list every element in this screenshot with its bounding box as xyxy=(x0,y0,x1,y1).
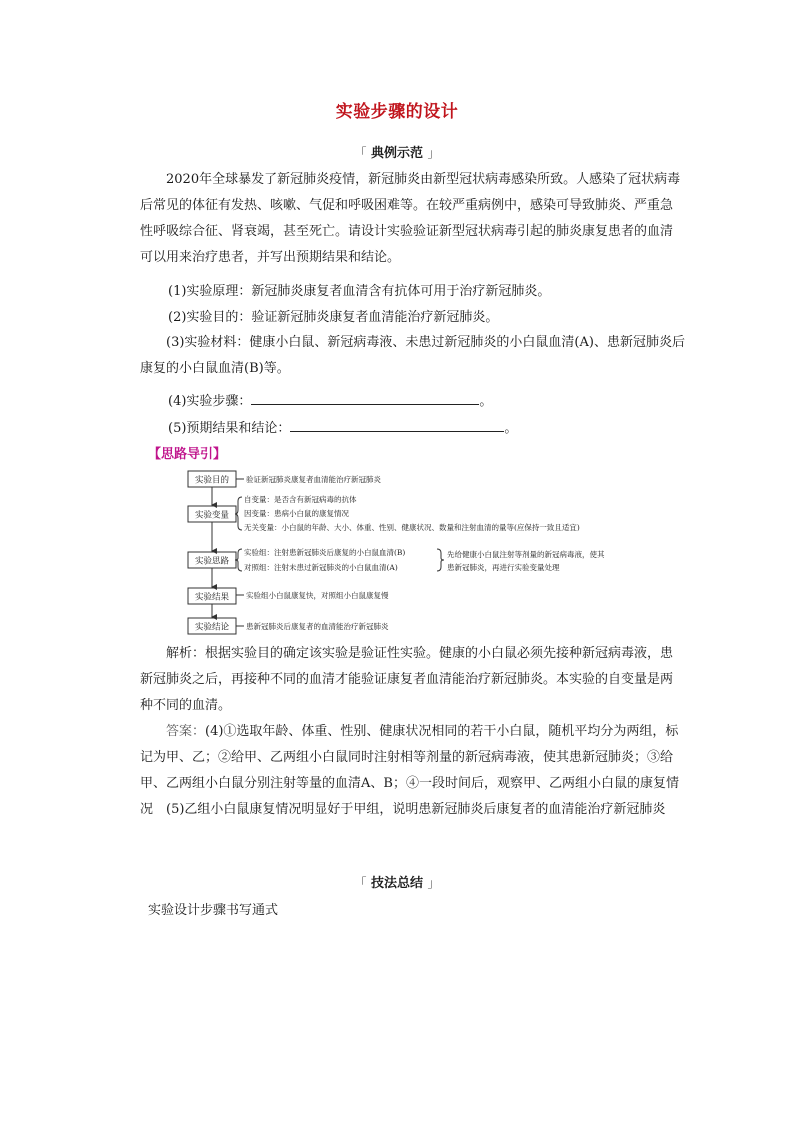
flow-diagram xyxy=(0,463,794,643)
summary-text: 实验设计步骤书写通式 xyxy=(148,903,279,918)
steps-answer-blank xyxy=(251,390,479,405)
flow-box-idea-label: 实验思路 xyxy=(194,556,230,567)
flow-conclusion-text: 患新冠肺炎后康复者的血清能治疗新冠肺炎 xyxy=(246,622,389,631)
page-title: 实验步骤的设计 xyxy=(335,102,459,122)
flow-box-conclusion-label: 实验结论 xyxy=(194,622,230,633)
flow-control-group: 对照组：注射未患过新冠肺炎的小白鼠血清(A) xyxy=(244,563,398,572)
answer-text: (4)①选取年龄、体重、性别、健康状况相同的若干小白鼠，随机平均分为两组，标记为甲、乙；②给甲、乙两组小白鼠同时注射相等剂量的新冠病毒液，使其患新冠肺炎；③给甲、乙两组小白鼠分别注射等量的血清A、B；④一段时间后，观察甲、乙两组小白鼠的康复情况 (5)乙组小白鼠康复情况明显好于甲组，说明患新冠肺炎后康复者的血清能治疗新冠肺炎 xyxy=(140,724,679,817)
flow-irrelevant-variable: 无关变量：小白鼠的年龄、大小、体重、性别、健康状况、数量和注射血清的量等(应保持一致且适宜) xyxy=(244,523,580,532)
flow-result-text: 实验组小白鼠康复快，对照组小白鼠康复慢 xyxy=(246,591,389,600)
item-purpose: (2)实验目的：验证新冠肺炎康复者血清能治疗新冠肺炎。 xyxy=(168,310,499,325)
flow-box-variables-label: 实验变量 xyxy=(194,510,230,521)
section-heading-summary-text: 技法总结 xyxy=(370,876,423,891)
flow-idea-note-2: 患新冠肺炎，再进行实验变量处理 xyxy=(447,563,560,572)
flow-box-purpose-label: 实验目的 xyxy=(194,475,230,486)
flow-purpose-text: 验证新冠肺炎康复者血清能治疗新冠肺炎 xyxy=(246,475,381,484)
flow-experimental-group: 实验组：注射患新冠肺炎后康复的小白鼠血清(B) xyxy=(244,548,406,557)
item-principle: (1)实验原理：新冠肺炎康复者血清含有抗体可用于治疗新冠肺炎。 xyxy=(168,284,551,299)
item-results: (5)预期结果和结论： 。 xyxy=(168,417,517,438)
results-answer-blank xyxy=(290,417,504,432)
section-heading-example: 「 典例示范 」 xyxy=(354,146,440,161)
idea-note-brace xyxy=(437,549,444,571)
analysis-paragraph: 解析：根据实验目的确定该实验是验证性实验。健康的小白鼠必须先接种新冠病毒液，患新冠肺炎之后，再接种不同的血清才能验证康复者血清能治疗新冠肺炎。本实验的自变量是两种不同的血清。 xyxy=(140,646,674,713)
section-heading-example-text: 典例示范 xyxy=(370,146,423,161)
flow-box-result-label: 实验结果 xyxy=(194,592,230,603)
thinking-guide-tag: 【思路导引】 xyxy=(148,447,227,462)
intro-paragraph: 2020年全球暴发了新冠肺炎疫情，新冠肺炎由新型冠状病毒感染所致。人感染了冠状病毒后常见的体征有发热、咳嗽、气促和呼吸困难等。在较严重病例中，感染可导致肺炎、严重急性呼吸综合征、肾衰竭，甚至死亡。请设计实验验证新型冠状病毒引起的肺炎康复患者的血清可以用来治疗患者，并写出预期结果和结论。 xyxy=(140,172,681,265)
answer-paragraph xyxy=(140,719,685,823)
flow-idea-note-1: 先给健康小白鼠注射等剂量的新冠病毒液，使其 xyxy=(447,550,605,559)
flow-dependent-variable: 因变量：患病小白鼠的康复情况 xyxy=(244,509,349,518)
section-heading-summary: 「 技法总结 」 xyxy=(354,876,440,891)
item-steps: (4)实验步骤： 。 xyxy=(168,390,492,411)
item-materials: (3)实验材料：健康小白鼠、新冠病毒液、未患过新冠肺炎的小白鼠血清(A)、患新冠肺炎后康复的小白鼠血清(B)等。 xyxy=(140,335,685,376)
variables-brace xyxy=(235,497,242,530)
flow-independent-variable: 自变量：是否含有新冠病毒的抗体 xyxy=(244,495,357,504)
answer-label: 答案： xyxy=(166,724,206,739)
